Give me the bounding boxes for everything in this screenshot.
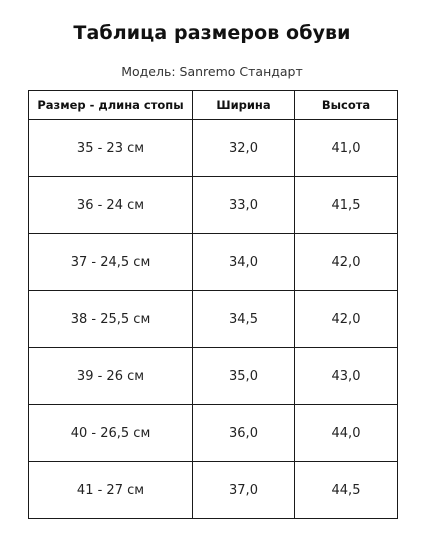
cell-width: 32,0 [193, 120, 295, 177]
cell-height: 41,5 [295, 177, 398, 234]
cell-width: 34,5 [193, 291, 295, 348]
page-title: Таблица размеров обуви [73, 22, 351, 44]
size-table [28, 90, 398, 519]
cell-size: 40 - 26,5 см [29, 405, 193, 462]
cell-height: 42,0 [295, 234, 398, 291]
table-row [29, 405, 398, 462]
cell-size: 41 - 27 см [29, 462, 193, 519]
header-height: Высота [295, 91, 398, 120]
cell-size: 39 - 26 см [29, 348, 193, 405]
model-subtitle: Модель: Sanremo Стандарт [121, 64, 303, 79]
table-row [29, 462, 398, 519]
cell-height: 43,0 [295, 348, 398, 405]
table-header-row [29, 91, 398, 120]
table-row [29, 120, 398, 177]
cell-width: 33,0 [193, 177, 295, 234]
cell-width: 34,0 [193, 234, 295, 291]
cell-width: 37,0 [193, 462, 295, 519]
table-row [29, 348, 398, 405]
cell-height: 44,5 [295, 462, 398, 519]
cell-size: 35 - 23 см [29, 120, 193, 177]
header-size: Размер - длина стопы [29, 91, 193, 120]
cell-size: 38 - 25,5 см [29, 291, 193, 348]
cell-height: 42,0 [295, 291, 398, 348]
cell-size: 36 - 24 см [29, 177, 193, 234]
cell-height: 44,0 [295, 405, 398, 462]
cell-width: 35,0 [193, 348, 295, 405]
cell-height: 41,0 [295, 120, 398, 177]
header-width: Ширина [193, 91, 295, 120]
table-row [29, 234, 398, 291]
cell-size: 37 - 24,5 см [29, 234, 193, 291]
table-row [29, 291, 398, 348]
cell-width: 36,0 [193, 405, 295, 462]
table-row [29, 177, 398, 234]
